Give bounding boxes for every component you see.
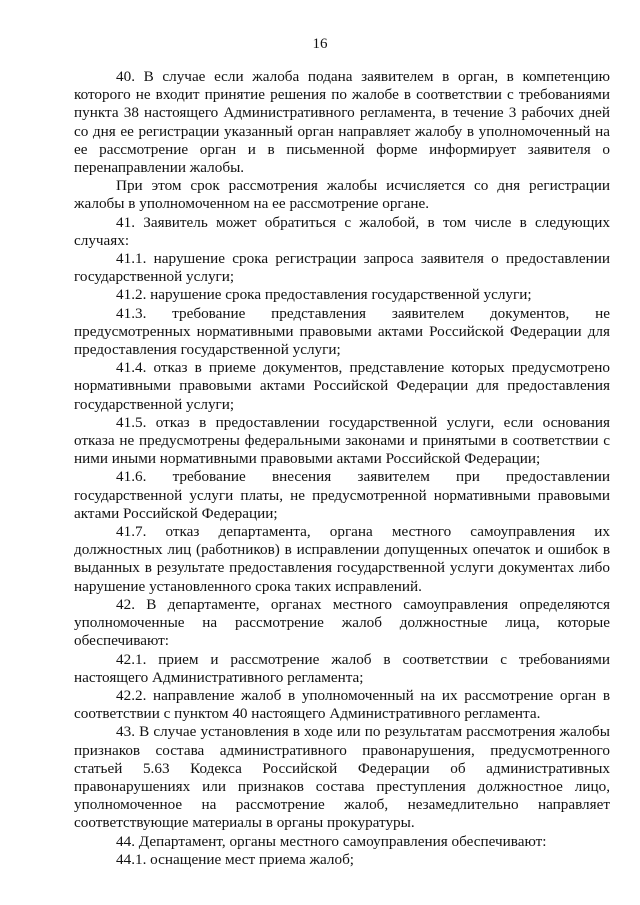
paragraph-41-5: 41.5. отказ в предоставлении государственной услуги, если основания отказа не предусмотрены федеральными законами и принятыми в соответствии с ними иными нормативными правовыми актами Российской Федерации; bbox=[74, 413, 610, 468]
page-number: 16 bbox=[312, 36, 328, 52]
paragraph-41-4: 41.4. отказ в приеме документов, представление которых предусмотрено нормативными правовыми актами Российской Федерации для предоставления государственной услуги; bbox=[74, 359, 610, 413]
paragraph-41-7: 41.7. отказ департамента, органа местного самоуправления их должностных лиц (работников) в исправлении допущенных опечаток и ошибок в выданных в результате предоставления государственной услуги документах либо нарушение установленного срока таких исправлений. bbox=[74, 523, 610, 595]
paragraph-40-note: При этом срок рассмотрения жалобы исчисляется со дня регистрации жалобы в уполномоченном на ее рассмотрение органе. bbox=[74, 177, 610, 213]
paragraph-41-1: 41.1. нарушение срока регистрации запроса заявителя о предоставлении государственной услуги; bbox=[74, 250, 610, 286]
paragraph-43: 43. В случае установления в ходе или по результатам рассмотрения жалобы признаков состава административного правонарушения, предусмотренного статьей 5.63 Кодекса Российской Федерации об административных правонарушениях или признаков состава преступления должностное лицо, уполномоченное на рассмотрение жалоб, незамедлительно направляет соответствующие материалы в органы прокуратуры. bbox=[74, 723, 610, 832]
paragraph-42-1: 42.1. прием и рассмотрение жалоб в соответствии с требованиями настоящего Административного регламента; bbox=[74, 650, 610, 686]
paragraph-41-2: 41.2. нарушение срока предоставления государственной услуги; bbox=[116, 286, 532, 304]
paragraph-42: 42. В департаменте, органах местного самоуправления определяются уполномоченные на рассмотрение жалоб должностные лица, которые обеспечивают: bbox=[74, 595, 610, 650]
paragraph-41: 41. Заявитель может обратиться с жалобой, в том числе в следующих случаях: bbox=[74, 213, 610, 249]
paragraph-41-3: 41.3. требование представления заявителем документов, не предусмотренных нормативными правовыми актами Российской Федерации для предоставления государственной услуги; bbox=[74, 304, 610, 359]
paragraph-40: 40. В случае если жалоба подана заявителем в орган, в компетенцию которого не входит принятие решения по жалобе в соответствии с требованиями пункта 38 настоящего Административного регламента, в течение 3 рабочих дней со дня ее регистрации указанный орган направляет жалобу в уполномоченный на ее рассмотрение орган и в письменной форме информирует заявителя о перенаправлении жалобы. bbox=[74, 68, 610, 177]
document-body bbox=[74, 68, 610, 869]
paragraph-42-2: 42.2. направление жалоб в уполномоченный на их рассмотрение орган в соответствии с пунктом 40 настоящего Административного регламента. bbox=[74, 686, 610, 723]
paragraph-44: 44. Департамент, органы местного самоуправления обеспечивают: bbox=[116, 832, 547, 850]
paragraph-44-1: 44.1. оснащение мест приема жалоб; bbox=[116, 850, 355, 868]
paragraph-41-6: 41.6. требование внесения заявителем при предоставлении государственной услуги платы, не предусмотренной нормативными правовыми актами Российской Федерации; bbox=[74, 468, 610, 522]
